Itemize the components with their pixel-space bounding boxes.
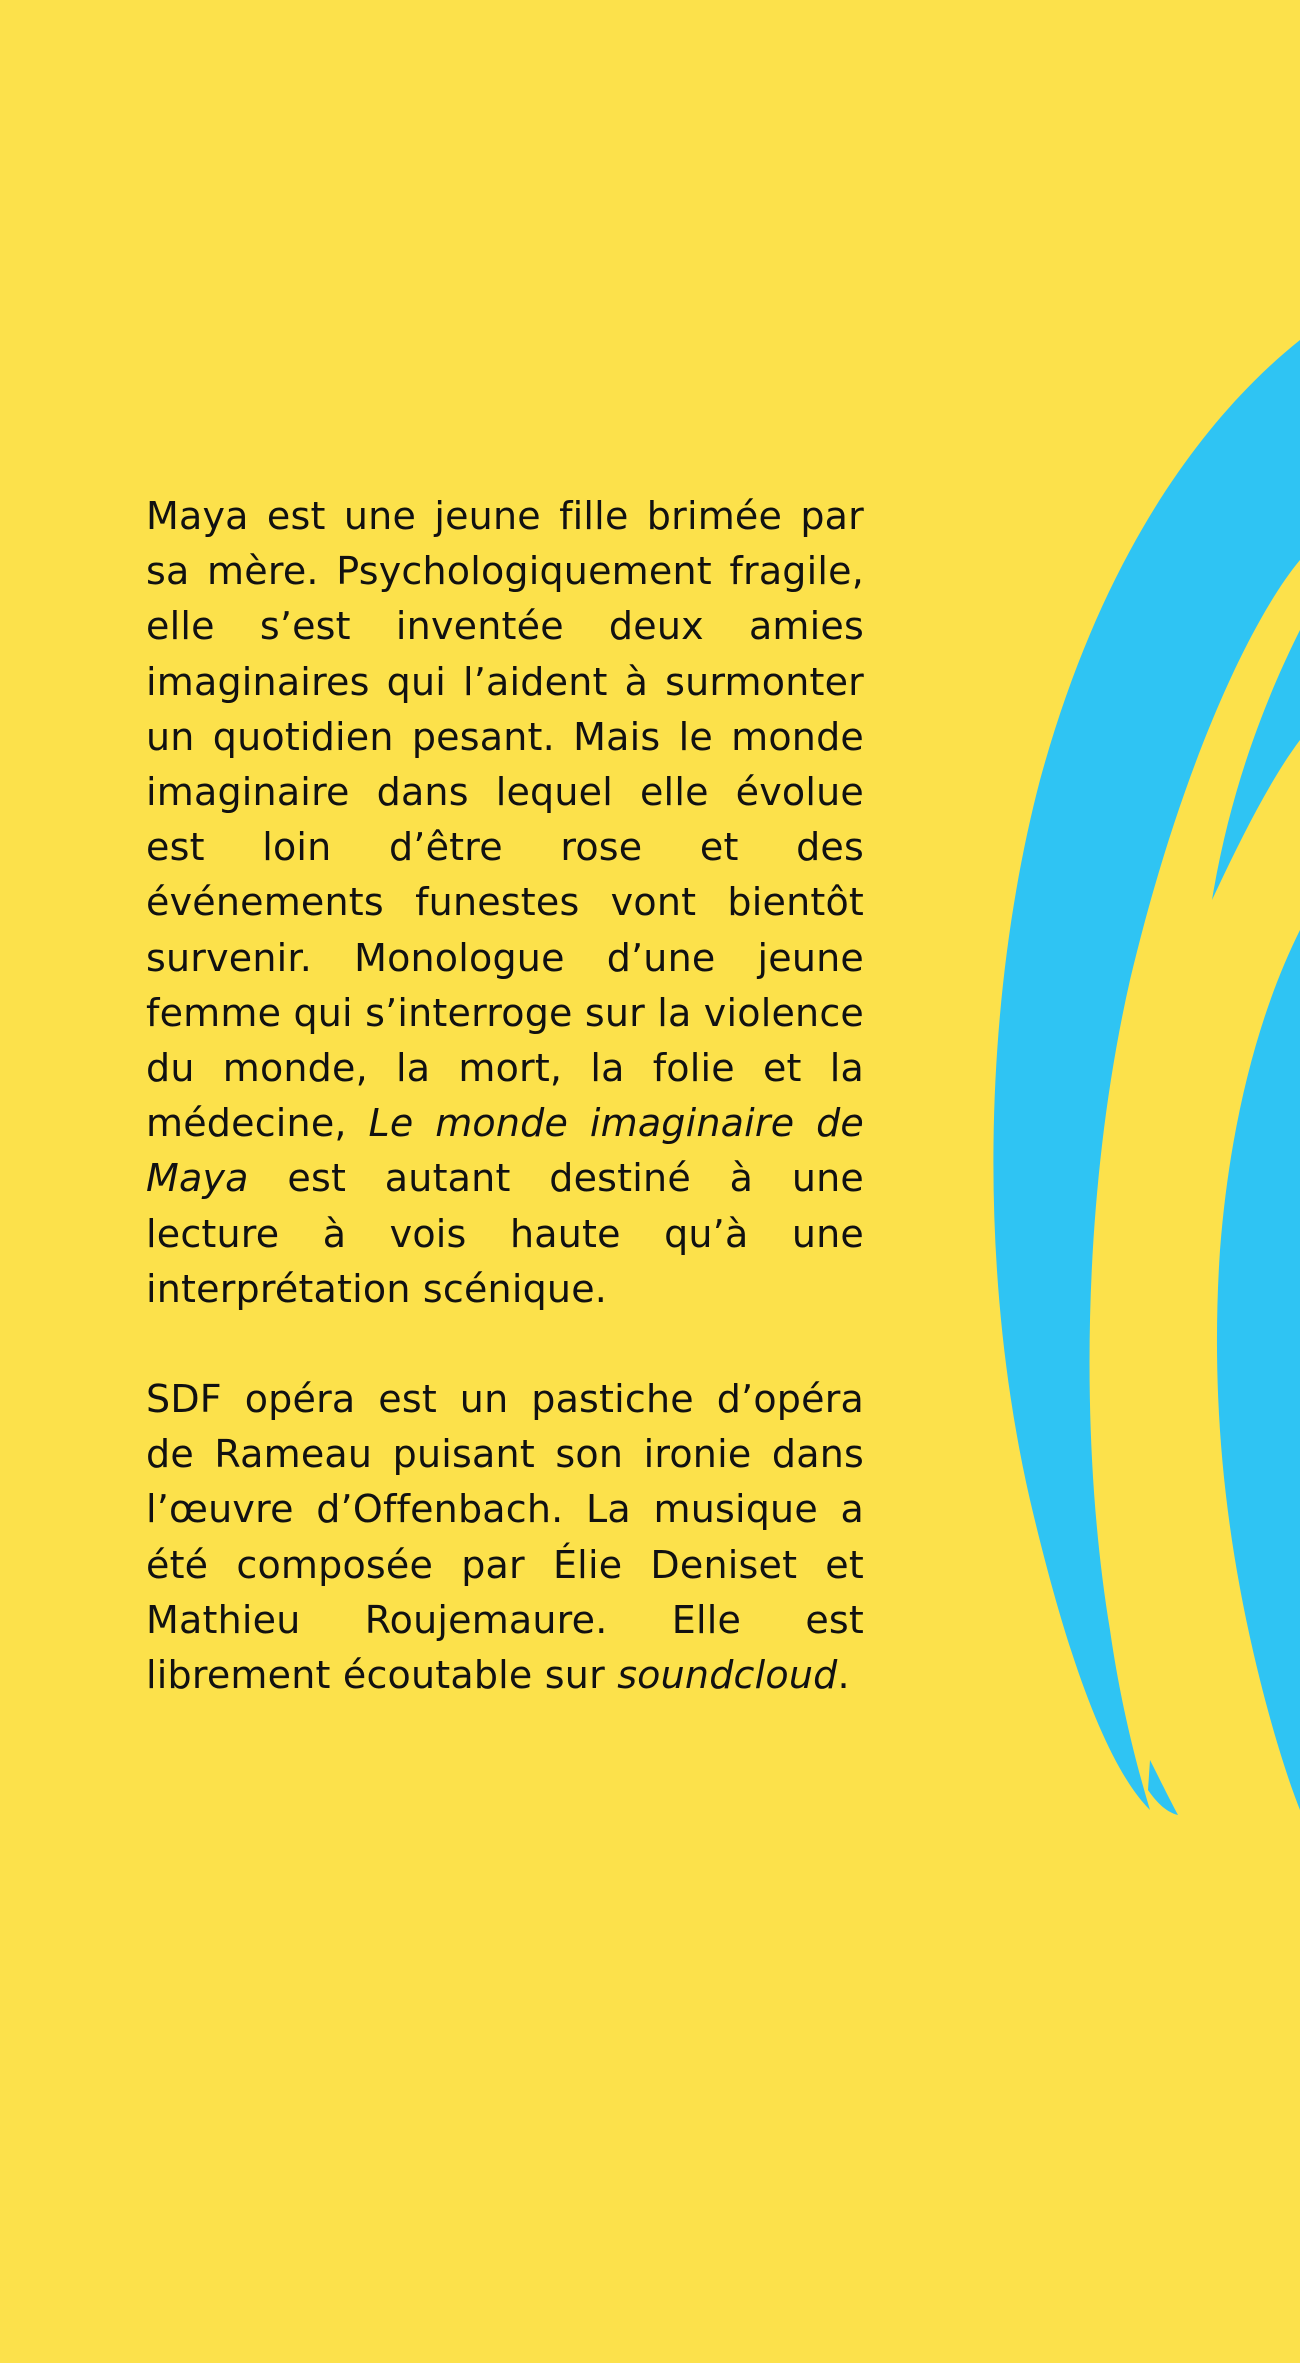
synopsis-sdf-text-before: SDF opéra est un pastiche d’opéra de Rameau puisant son ironie dans l’œuvre d’Offenbach. La musique a été composée par Élie Deniset et Mathieu Roujemaure. Elle est librement écoutable sur [146,1377,864,1698]
back-cover-text [146,489,864,1703]
brush-stroke-right [1217,930,1300,1810]
synopsis-maya-text-before: Maya est une jeune fille brimée par sa mère. Psychologiquement fragile, elle s’est inventée deux amies imaginaires qui l’aident à surmonter un quotidien pesant. Mais le monde imaginaire dans lequel elle évolue est loin d’être rose et des événements funestes vont bientôt survenir. Monologue d’une jeune femme qui s’interroge sur la violence du monde, la mort, la folie et la médecine, [146,494,864,1146]
synopsis-sdf-paragraph [146,1372,864,1703]
brush-stroke-tail [1148,1760,1178,1815]
synopsis-sdf-text-after: . [837,1653,850,1698]
soundcloud-mention: soundcloud [617,1653,838,1698]
synopsis-maya-text-after: est autant destiné à une lecture à vois haute qu’à une interprétation scénique. [146,1156,864,1311]
book-title: Le monde imaginaire de Maya [146,1101,865,1201]
synopsis-maya-paragraph [146,489,864,1317]
